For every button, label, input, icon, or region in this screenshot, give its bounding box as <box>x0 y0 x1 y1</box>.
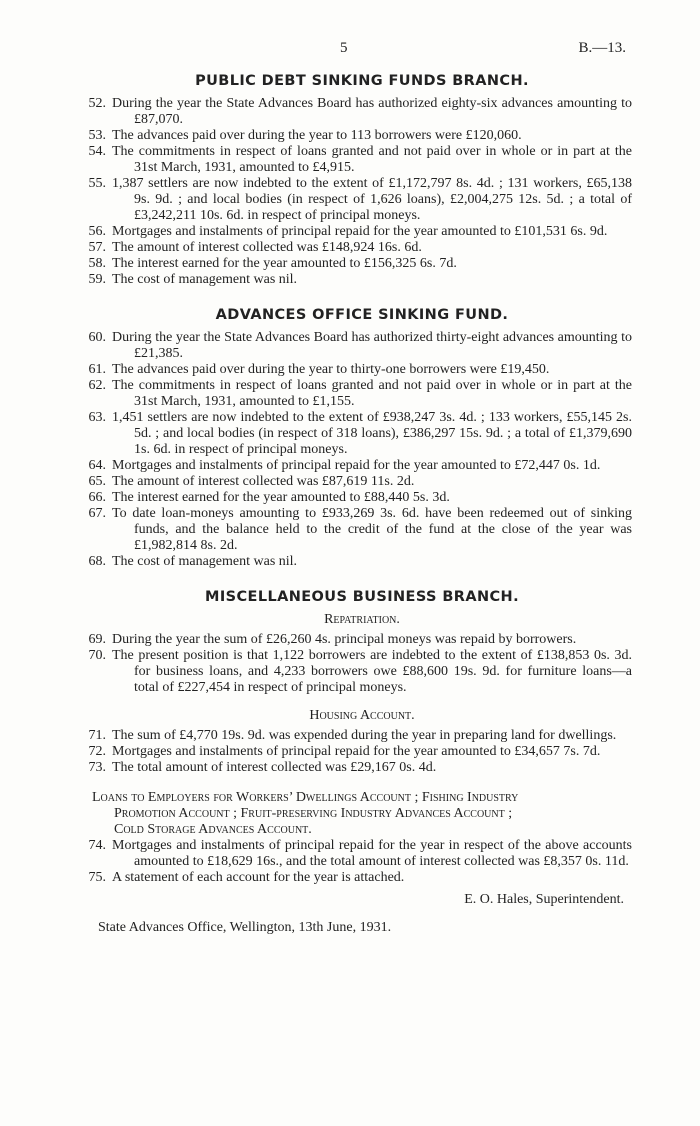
office-date-line: State Advances Office, Wellington, 13th June, 1931. <box>98 920 392 935</box>
paragraph-58: 58. The interest earned for the year amounted to £156,325 6s. 7d. <box>88 256 457 271</box>
public-debt-list <box>88 96 632 288</box>
paragraph-75: 75. A statement of each account for the year is attached. <box>88 870 405 885</box>
paragraph-71: 71. The sum of £4,770 19s. 9d. was expended during the year in preparing land for dwellings. <box>88 728 617 743</box>
page-content <box>88 72 632 936</box>
paragraph-53: 53. The advances paid over during the year to 113 borrowers were £120,060. <box>88 128 522 143</box>
paragraph-64: 64. Mortgages and instalments of principal repaid for the year amounted to £72,447 0s. 1d. <box>88 458 601 473</box>
signature: E. O. Hales, Superintendent. <box>464 892 624 907</box>
page-number: 5 <box>340 40 348 56</box>
paragraph-57: 57. The amount of interest collected was £148,924 16s. 6d. <box>88 240 422 255</box>
paragraph-59: 59. The cost of management was nil. <box>88 272 298 287</box>
loans-accounts-heading: Loans to Employers for Workers’ Dwellings Account ; Fishing Industry Promotion Account ; Fruit-preserving Industry Advances Account ; Cold Storage Advances Account. <box>92 790 519 837</box>
paragraph-62: 62. The commitments in respect of loans granted and not paid over in whole or in part at the 31st March, 1931, amounted to £1,155. <box>88 378 632 409</box>
paragraph-72: 72. Mortgages and instalments of principal repaid for the year amounted to £34,657 7s. 7d. <box>88 744 601 759</box>
paragraph-52: 52. During the year the State Advances Board has authorized eighty-six advances amounting to £87,070. <box>88 96 632 127</box>
section-title-public-debt: PUBLIC DEBT SINKING FUNDS BRANCH. <box>195 73 529 89</box>
page-header <box>0 40 700 60</box>
paragraph-70: 70. The present position is that 1,122 borrowers are indebted to the extent of £138,853 0s. 3d. for business loans, and 4,233 borrowers owe £88,600 19s. 9d. for furniture loans—a total of £227,454 in respect of principal moneys. <box>88 648 632 695</box>
paragraph-55: 55. 1,387 settlers are now indebted to the extent of £1,172,797 8s. 4d. ; 131 workers, £65,138 9s. 9d. ; and local bodies (in respect of 1,626 loans), £2,004,275 12s. 5d. ; a total of £3,242,211 10s. 6d. in respect of principal moneys. <box>88 176 632 223</box>
paragraph-66: 66. The interest earned for the year amounted to £88,440 5s. 3d. <box>88 490 450 505</box>
subheading-repatriation: Repatriation. <box>324 612 400 627</box>
document-reference: B.—13. <box>578 40 626 56</box>
section-title-misc: MISCELLANEOUS BUSINESS BRANCH. <box>205 589 519 605</box>
paragraph-67: 67. To date loan-moneys amounting to £933,269 3s. 6d. have been redeemed out of sinking funds, and the balance held to the credit of the fund at the close of the year was £1,982,814 8s. 2d. <box>88 506 632 553</box>
paragraph-74: 74. Mortgages and instalments of principal repaid for the year in respect of the above accounts amounted to £18,629 16s., and the total amount of interest collected was £8,357 0s. 11d. <box>88 838 632 869</box>
paragraph-68: 68. The cost of management was nil. <box>88 554 298 569</box>
paragraph-56: 56. Mortgages and instalments of principal repaid for the year amounted to £101,531 6s. 9d. <box>88 224 608 239</box>
paragraph-65: 65. The amount of interest collected was £87,619 11s. 2d. <box>88 474 415 489</box>
paragraph-61: 61. The advances paid over during the year to thirty-one borrowers were £19,450. <box>88 362 550 377</box>
paragraph-63: 63. 1,451 settlers are now indebted to the extent of £938,247 3s. 4d. ; 133 workers, £55,145 2s. 5d. ; and local bodies (in respect of 318 loans), £386,297 15s. 9d. ; a total of £1,379,690 1s. 6d. in respect of principal moneys. <box>88 410 632 457</box>
subheading-housing: Housing Account. <box>309 708 415 723</box>
paragraph-54: 54. The commitments in respect of loans granted and not paid over in whole or in part at the 31st March, 1931, amounted to £4,915. <box>88 144 632 175</box>
paragraph-60: 60. During the year the State Advances Board has authorized thirty-eight advances amounting to £21,385. <box>88 330 632 361</box>
repatriation-list <box>88 632 632 696</box>
paragraph-69: 69. During the year the sum of £26,260 4s. principal moneys was repaid by borrowers. <box>88 632 577 647</box>
advances-office-list <box>88 330 632 570</box>
housing-list <box>88 728 632 776</box>
paragraph-73: 73. The total amount of interest collected was £29,167 0s. 4d. <box>88 760 437 775</box>
section-title-advances-office: ADVANCES OFFICE SINKING FUND. <box>215 307 509 323</box>
loans-list <box>88 838 632 886</box>
